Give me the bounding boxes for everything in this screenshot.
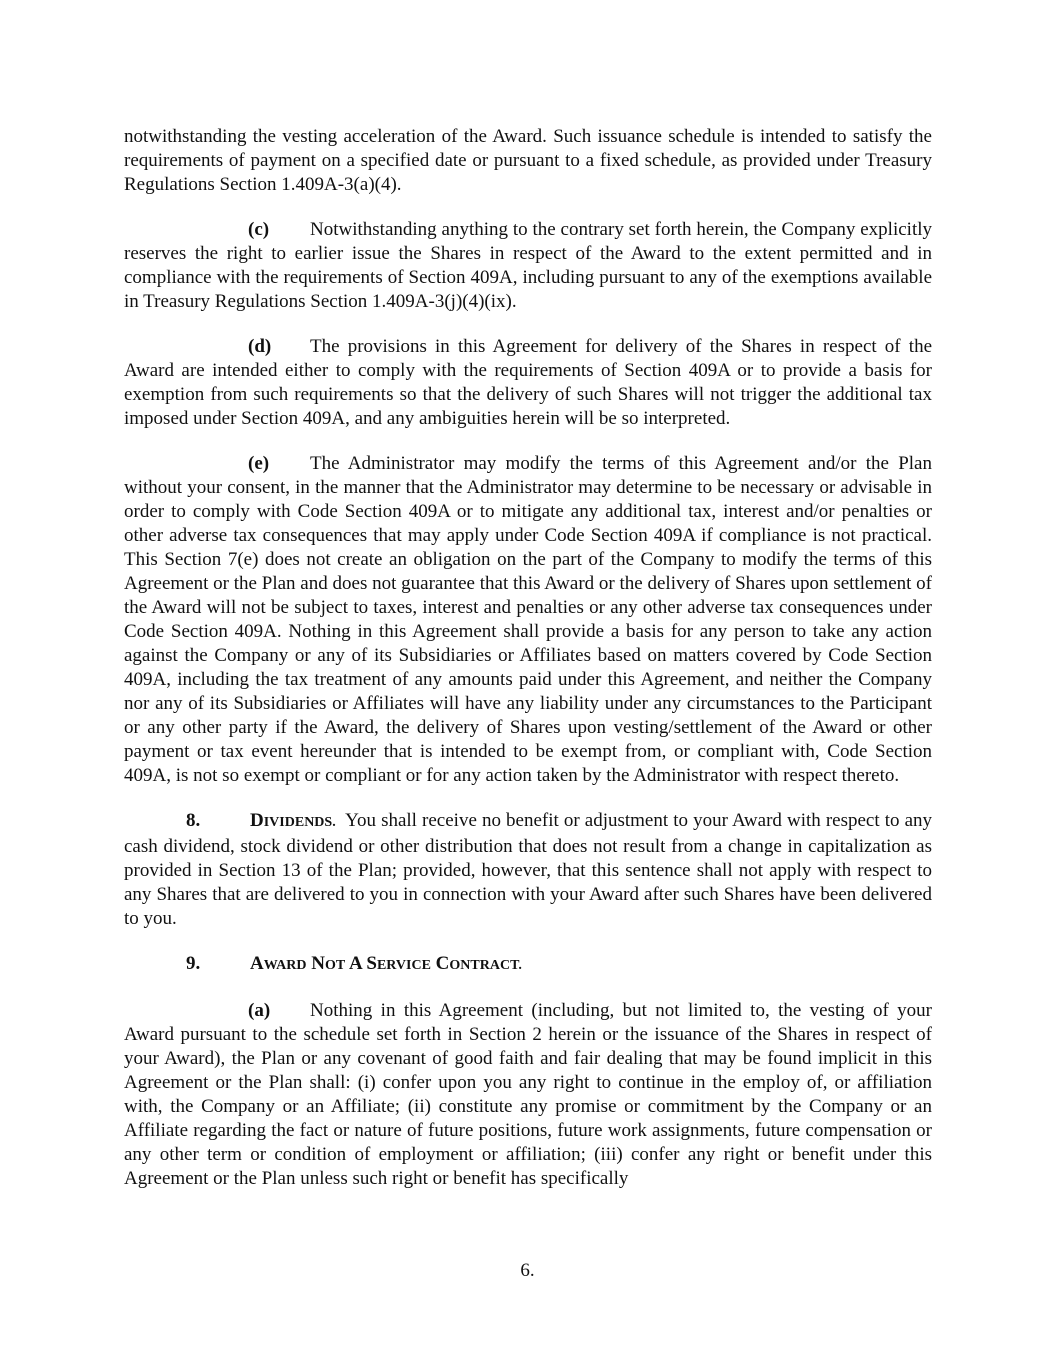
paragraph-text: Notwithstanding anything to the contrary set forth herein, the Company explicitly reserves the right to earlier issue the Shares in respect of the Award to the extent permitted and in compliance with the requirements of Section 409A, including pursuant to any of the exemptions available in Treasury Regulations Section 1.409A-3(j)(4)(ix).	[124, 219, 932, 312]
section-heading	[250, 953, 522, 974]
section-number: 9.	[186, 953, 201, 974]
paragraph-7d	[124, 335, 932, 431]
page-number: 6.	[520, 1260, 535, 1281]
heading-rest: WARD	[263, 958, 307, 973]
section-9-heading	[124, 952, 932, 978]
paragraph-label: (c)	[248, 219, 270, 240]
heading-rest: ONTRACT.	[449, 958, 522, 973]
heading-rest: ERVICE	[376, 958, 431, 973]
paragraph-text: Nothing in this Agreement (including, but not limited to, the vesting of your Award pursuant to the schedule set forth in Section 2 herein or the issuance of the Shares in respect of your Award), the Plan or any covenant of good faith and fair dealing that may be found implicit in this Agreement or the Plan shall: (i) confer upon you any right to continue in the employ of, or affiliation with, the Company or an Affiliate; (ii) constitute any promise or commitment by the Company or an Affiliate regarding the fact or nature of future positions, future work assignments, future compensation or any other term or condition of employment or affiliation; (iii) confer any right or benefit under this Agreement or the Plan unless such right or benefit has specifically	[124, 1000, 932, 1189]
heading-cap: S	[366, 953, 377, 974]
paragraph-7c	[124, 218, 932, 314]
document-page	[124, 125, 932, 1191]
paragraph-text: The Administrator may modify the terms of this Agreement and/or the Plan without your consent, in the manner that the Administrator may determine to be necessary or advisable in order to comply with Code Section 409A or to mitigate any additional tax, interest and/or penalties or other adverse tax consequences that may apply under Code Section 409A if compliance is not practical. This Section 7(e) does not create an obligation on the part of the Company to modify the terms of this Agreement or the Plan and does not guarantee that this Award or the delivery of Shares upon settlement of the Award will not be subject to taxes, interest and penalties or any other adverse tax consequences under Code Section 409A. Nothing in this Agreement shall provide a basis for any person to take any action against the Company or any of its Subsidiaries or Affiliates based on matters covered by Code Section 409A, including the tax treatment of any amounts paid under this Agreement, and neither the Company nor any of its Subsidiaries or Affiliates will have any liability under any circumstances to the Participant or any other party if the Award, the delivery of Shares upon vesting/settlement of the Award or other payment or tax event hereunder that is intended to be exempt from, or compliant with, Code Section 409A, is not so exempt or compliant or for any action taken by the Administrator with respect thereto.	[124, 453, 932, 786]
heading-rest: OT	[325, 958, 346, 973]
heading-cap: N	[311, 953, 325, 974]
section-heading	[250, 810, 336, 831]
section-8-dividends	[124, 809, 932, 931]
continuation-paragraph: notwithstanding the vesting acceleration of the Award. Such issuance schedule is intended to satisfy the requirements of payment on a specified date or pursuant to a fixed schedule, as provided under Treasury Regulations Section 1.409A-3(a)(4).	[124, 126, 932, 195]
paragraph-label: (d)	[248, 336, 272, 357]
section-text: You shall receive no benefit or adjustment to your Award with respect to any cash dividend, stock dividend or other distribution that does not result from a change in capitalization as provided in Section 13 of the Plan; provided, however, that this sentence shall not apply with respect to any Shares that are delivered to you in connection with your Award after such Shares have been delivered to you.	[124, 810, 933, 929]
paragraph-9a	[124, 999, 932, 1191]
heading-rest: IVIDENDS.	[263, 815, 336, 830]
heading-cap: D	[250, 810, 264, 831]
heading-cap: C	[435, 953, 450, 974]
heading-cap: A	[348, 953, 362, 974]
section-number: 8.	[186, 810, 201, 831]
paragraph-label: (e)	[248, 453, 270, 474]
paragraph-7e	[124, 452, 932, 788]
paragraph-text: The provisions in this Agreement for delivery of the Shares in respect of the Award are intended either to comply with the requirements of Section 409A or to provide a basis for exemption from such requirements so that the delivery of such Shares will not trigger the additional tax imposed under Section 409A, and any ambiguities herein will be so interpreted.	[124, 336, 932, 429]
paragraph-label: (a)	[248, 1000, 271, 1021]
heading-cap: A	[250, 953, 264, 974]
